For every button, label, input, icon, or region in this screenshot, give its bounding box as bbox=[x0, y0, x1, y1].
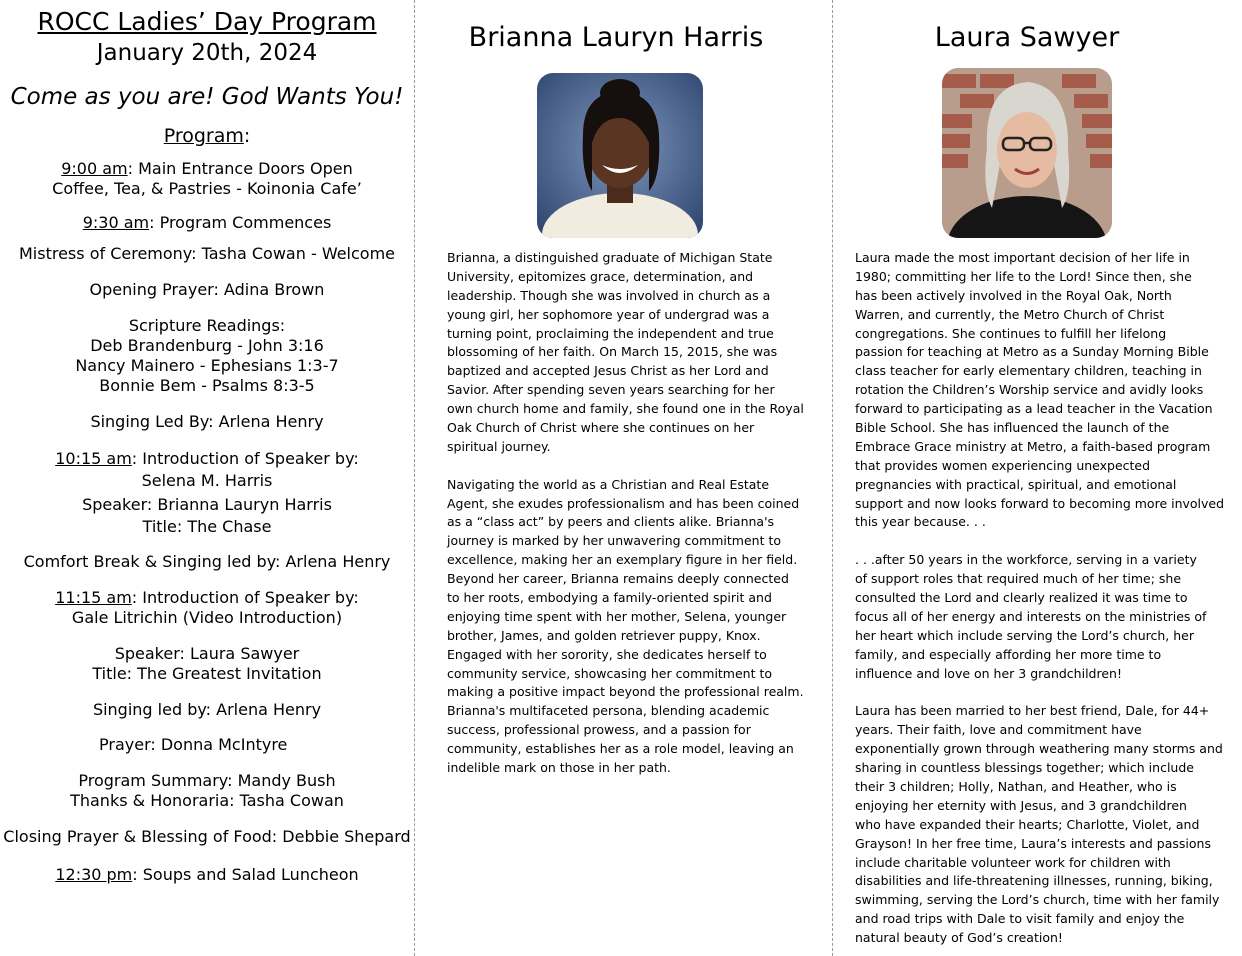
speaker2-line: Speaker: Laura Sawyer bbox=[114, 644, 300, 663]
bio-line: disabilities and life-threatening illnesses, running, biking, bbox=[855, 873, 1213, 889]
bio-line: class teacher for early elementary children, teaching in bbox=[855, 363, 1202, 379]
bio-line: family, and especially affording her more time to bbox=[855, 646, 1162, 662]
bio-line: journey is marked by her unwavering commitment to bbox=[447, 533, 782, 549]
schedule-summary bbox=[0, 771, 414, 811]
bio-line: years. Their faith, love and commitment have bbox=[855, 722, 1142, 738]
program-panel bbox=[0, 0, 414, 956]
bio-line: exponentially grown through weathering many storms and bbox=[855, 741, 1223, 757]
intro1-text: : Introduction of Speaker by: bbox=[131, 449, 359, 468]
bio-line: has been actively involved in the Royal Oak, North bbox=[855, 287, 1172, 303]
schedule-closing bbox=[0, 827, 414, 847]
bio-line: Laura made the most important decision of her life in bbox=[855, 250, 1190, 265]
bio-line: as a “class act” by peers and clients alike. Brianna's bbox=[447, 514, 775, 530]
bio-line: that provides women experiencing unexpected bbox=[855, 457, 1151, 473]
bio-line: Bible School. She has influenced the launch of the bbox=[855, 420, 1170, 436]
schedule-speaker2 bbox=[0, 644, 414, 684]
bio-line: Beyond her career, Brianna remains deeply connected bbox=[447, 571, 789, 587]
bio-line bbox=[855, 683, 1242, 702]
bio-line: indelible mark on those in her path. bbox=[447, 760, 671, 776]
bio-line: support and now looks forward to becoming more involved bbox=[855, 495, 1225, 511]
title2-line: Title: The Greatest Invitation bbox=[92, 664, 322, 683]
schedule-opening-prayer bbox=[0, 280, 414, 300]
singing-text: Singing Led By: Arlena Henry bbox=[90, 412, 324, 431]
opening-prayer-text: Opening Prayer: Adina Brown bbox=[89, 280, 325, 299]
schedule-commence bbox=[0, 213, 414, 233]
intro1-time: 10:15 am bbox=[55, 449, 132, 468]
bio-line: forward to participating as a lead teacher in the Vacation bbox=[855, 401, 1213, 417]
bio-line: Oak Church of Christ where she continues on her bbox=[447, 420, 755, 436]
bio-line: Embrace Grace ministry at Metro, a faith-based program bbox=[855, 438, 1211, 454]
schedule-scripture bbox=[0, 316, 414, 396]
bio-line: enjoying her eternity with Jesus, and 3 grandchildren bbox=[855, 797, 1187, 813]
speaker2-panel bbox=[833, 0, 1242, 956]
bio-line: Agent, she exudes professionalism and has been coined bbox=[447, 495, 800, 511]
bio-line: Laura has been married to her best friend, Dale, for 44+ bbox=[855, 703, 1210, 719]
speaker2-bio bbox=[855, 249, 1242, 948]
bio-line: own church home and family, she found one in the Royal bbox=[447, 401, 804, 417]
program-date: January 20th, 2024 bbox=[96, 40, 318, 66]
summary-text: Program Summary: Mandy Bush bbox=[78, 771, 336, 790]
bio-line bbox=[447, 457, 827, 476]
bio-line: enjoying time spent with her mother, Selena, younger bbox=[447, 608, 787, 624]
commence-text: : Program Commences bbox=[149, 213, 332, 232]
bio-line: of support roles that required much of her time; she bbox=[855, 571, 1182, 587]
bio-line: success, professional prowess, and a passion for bbox=[447, 722, 751, 738]
bio-line: 1980; committing her life to the Lord! Since then, she bbox=[855, 268, 1192, 284]
bio-line: excellence, making her an exemplary figure in her field. bbox=[447, 552, 798, 568]
intro2-by: Gale Litrichin (Video Introduction) bbox=[71, 608, 343, 627]
bio-line: sharing in countless blessings together; which include bbox=[855, 760, 1194, 776]
bio-line: turning point, proclaiming the independent and true bbox=[447, 325, 774, 341]
bio-line: influence and love on her 3 grandchildren! bbox=[855, 665, 1122, 681]
bio-line: this year because. . . bbox=[855, 514, 986, 530]
scripture-reading: Bonnie Bem - Psalms 8:3-5 bbox=[99, 376, 315, 395]
schedule-doors bbox=[0, 159, 414, 199]
intro2-time: 11:15 am bbox=[55, 588, 132, 607]
bio-line: include charitable volunteer work for children with bbox=[855, 854, 1171, 870]
speaker2-photo bbox=[942, 68, 1112, 238]
doors-refreshments: Coffee, Tea, & Pastries - Koinonia Cafe’ bbox=[52, 179, 362, 198]
thanks-text: Thanks & Honoraria: Tasha Cowan bbox=[70, 791, 344, 810]
bio-line: . . .after 50 years in the workforce, serving in a variety bbox=[855, 552, 1197, 568]
bio-line: baptized and accepted Jesus Christ as her Lord and bbox=[447, 363, 769, 379]
schedule-comfort-break bbox=[0, 552, 414, 572]
bio-line: Warren, and currently, the Metro Church of Christ bbox=[855, 306, 1165, 322]
bio-line: Brianna's multifaceted persona, blending academic bbox=[447, 703, 770, 719]
singing2-text: Singing led by: Arlena Henry bbox=[92, 700, 322, 719]
schedule-prayer bbox=[0, 735, 414, 755]
scripture-reading: Deb Brandenburg - John 3:16 bbox=[90, 336, 324, 355]
mistress-text: Mistress of Ceremony: Tasha Cowan - Welcome bbox=[19, 244, 395, 263]
bio-line: University, epitomizes grace, determination, and bbox=[447, 268, 754, 284]
program-heading bbox=[0, 124, 414, 148]
bio-line: Grayson! In her free time, Laura’s interests and passions bbox=[855, 835, 1211, 851]
title1-line: Title: The Chase bbox=[142, 517, 272, 536]
program-heading-label: Program bbox=[163, 125, 244, 147]
bio-line: consulted the Lord and clearly realized it was time to bbox=[855, 590, 1188, 606]
bio-line: natural beauty of God’s creation! bbox=[855, 930, 1063, 946]
speaker2-name: Laura Sawyer bbox=[934, 22, 1120, 53]
speaker1-bio bbox=[447, 249, 827, 778]
schedule-intro-speaker1 bbox=[0, 448, 414, 538]
intro1-by: Selena M. Harris bbox=[141, 471, 273, 490]
bio-line: leadership. Though she was involved in church as a bbox=[447, 287, 771, 303]
program-title: ROCC Ladies’ Day Program bbox=[37, 7, 377, 36]
bio-line: Navigating the world as a Christian and Real Estate bbox=[447, 476, 770, 492]
lunch-text: : Soups and Salad Luncheon bbox=[132, 865, 359, 884]
bio-line: young girl, her sophomore year of undergrad was a bbox=[447, 306, 770, 322]
bio-line bbox=[855, 532, 1242, 551]
bio-line: swimming, serving the Lord’s church, time with her family bbox=[855, 892, 1220, 908]
bio-line: Savior. After spending seven years searching for her bbox=[447, 382, 775, 398]
bio-line: rotation the Children’s Worship service and avidly looks bbox=[855, 382, 1204, 398]
program-slogan: Come as you are! God Wants You! bbox=[10, 84, 404, 110]
bio-line: to her roots, embodying a family-oriented spirit and bbox=[447, 590, 772, 606]
bio-line: passion for teaching at Metro as a Sunday Morning Bible bbox=[855, 344, 1209, 360]
bio-line: community, establishes her as a role model, leaving an bbox=[447, 741, 794, 757]
bio-line: focus all of her energy and interests on the ministries of bbox=[855, 608, 1207, 624]
bio-line: Engaged with her sorority, she dedicates herself to bbox=[447, 646, 767, 662]
bio-line: brother, James, and golden retriever puppy, Knox. bbox=[447, 627, 761, 643]
scripture-reading: Nancy Mainero - Ephesians 1:3-7 bbox=[75, 356, 339, 375]
bio-line: making a positive impact beyond the professional realm. bbox=[447, 684, 804, 700]
scripture-heading: Scripture Readings: bbox=[128, 316, 286, 335]
schedule-singing-2 bbox=[0, 700, 414, 720]
bio-line: and road trips with Dale to visit family and enjoy the bbox=[855, 911, 1185, 927]
doors-text: : Main Entrance Doors Open bbox=[127, 159, 353, 178]
commence-time: 9:30 am bbox=[82, 213, 150, 232]
intro2-text: : Introduction of Speaker by: bbox=[131, 588, 359, 607]
speaker1-photo bbox=[537, 73, 703, 238]
lunch-time: 12:30 pm bbox=[55, 865, 133, 884]
bio-line: their 3 children; Holly, Nathan, and Heather, who is bbox=[855, 778, 1177, 794]
schedule-intro-speaker2 bbox=[0, 588, 414, 628]
bio-line: congregations. She continues to fulfill her lifelong bbox=[855, 325, 1167, 341]
closing-text: Closing Prayer & Blessing of Food: Debbie Shepard bbox=[3, 827, 411, 846]
speaker1-name: Brianna Lauryn Harris bbox=[468, 22, 764, 53]
speaker1-line: Speaker: Brianna Lauryn Harris bbox=[82, 495, 332, 514]
schedule-lunch bbox=[0, 865, 414, 885]
program-heading-colon: : bbox=[243, 125, 251, 147]
schedule-singing bbox=[0, 412, 414, 432]
schedule-mistress bbox=[0, 244, 414, 264]
doors-time: 9:00 am bbox=[61, 159, 128, 178]
bio-line: pregnancies with practical, spiritual, and emotional bbox=[855, 476, 1177, 492]
comfort-break-text: Comfort Break & Singing led by: Arlena Henry bbox=[23, 552, 391, 571]
bio-line: blossoming of her faith. On March 15, 2015, she was bbox=[447, 344, 778, 360]
bio-line: community service, showcasing her commitment to bbox=[447, 665, 773, 681]
bio-line: her heart which include serving the Lord’s church, her bbox=[855, 627, 1194, 643]
bio-line: who have expanded their hearts; Charlotte, Violet, and bbox=[855, 816, 1200, 832]
prayer-text: Prayer: Donna McIntyre bbox=[99, 735, 288, 754]
bio-line: spiritual journey. bbox=[447, 438, 551, 454]
bio-line: Brianna, a distinguished graduate of Michigan State bbox=[447, 250, 773, 265]
speaker1-panel bbox=[415, 0, 832, 956]
